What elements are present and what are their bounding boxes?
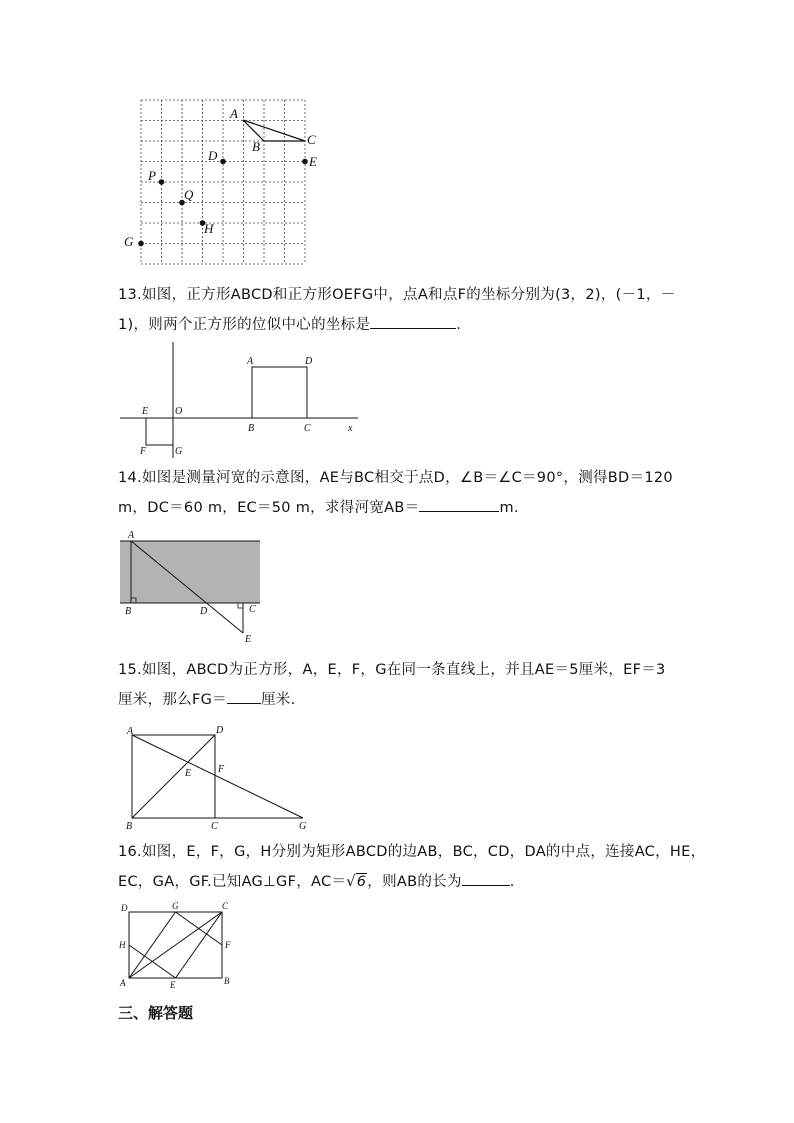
question-16: 16.如图，E，F，G，H分别为矩形ABCD的边AB，BC，CD，DA的中点，连接AC，HE， EC，GA，GF.已知AG⊥GF，AC＝√6，则AB的长为 .: [118, 837, 710, 897]
right-angle-c: [238, 603, 243, 608]
question-text: 厘米，那么FG＝: [118, 692, 227, 708]
label-f: F: [225, 940, 231, 950]
label-f: F: [140, 446, 147, 457]
label-g: G: [175, 446, 183, 457]
label-b: B: [125, 606, 132, 617]
answer-blank[interactable]: [370, 314, 456, 329]
point-d: [220, 159, 226, 165]
label-a: A: [128, 530, 135, 541]
segment-ec: [176, 912, 223, 978]
question-text: 如图，正方形ABCD和正方形OEFG中，点A和点F的坐标分别为(3，2)，(－1，－: [141, 287, 676, 303]
square-abcd: [252, 367, 307, 418]
sqrt-radicand: 6: [356, 874, 367, 890]
label-d: D: [121, 903, 128, 913]
point-p: [159, 179, 165, 185]
label-c: C: [304, 423, 311, 434]
label-c: C: [307, 132, 316, 147]
triangle-abc: [243, 120, 305, 141]
label-c: C: [211, 821, 218, 832]
question-text: m，DC＝60 m，EC＝50 m，求得河宽AB＝: [118, 500, 420, 516]
question-15: 15.如图，ABCD为正方形，A，E，F，G在同一条直线上，并且AE＝5厘米，EF＝3 厘米，那么FG＝ 厘米.: [118, 662, 666, 708]
square-oefg: [146, 418, 173, 445]
question-13: 13.如图，正方形ABCD和正方形OEFG中，点A和点F的坐标分别为(3，2)，(－1，－ 1)，则两个正方形的位似中心的坐标是 .: [118, 287, 676, 333]
answer-blank[interactable]: [462, 871, 510, 886]
river-area: [120, 541, 260, 603]
label-p: P: [148, 168, 156, 183]
segment-ac: [129, 912, 222, 978]
question-number: 16.: [118, 844, 142, 860]
grid-figure: [118, 98, 338, 268]
dotted-grid: [141, 100, 305, 264]
line-ag: [132, 735, 303, 818]
square-line-figure: [118, 723, 318, 835]
label-x: x: [348, 423, 353, 434]
label-e: E: [170, 980, 176, 990]
label-e: E: [142, 406, 149, 417]
question-text: 如图，ABCD为正方形，A，E，F，G在同一条直线上，并且AE＝5厘米，EF＝3: [141, 662, 666, 678]
section-heading: 三、解答题: [118, 1004, 194, 1022]
label-d: D: [305, 356, 313, 367]
question-text: EC，GA，GF.已知AG⊥GF，AC＝: [118, 874, 347, 890]
answer-blank[interactable]: [227, 689, 261, 704]
label-d: D: [200, 606, 208, 617]
label-b: B: [224, 976, 230, 986]
label-e: E: [245, 634, 252, 645]
squares-figure: [118, 340, 368, 460]
diagonal-bd: [132, 735, 215, 818]
river-figure: [118, 528, 268, 648]
segment-ga: [129, 912, 176, 978]
answer-blank[interactable]: [419, 497, 499, 512]
label-h: H: [119, 940, 126, 950]
question-number: 14.: [118, 470, 142, 486]
label-d: D: [216, 725, 224, 736]
label-g: G: [172, 901, 179, 911]
sqrt-expression: √6: [346, 874, 367, 890]
label-a: A: [127, 726, 134, 737]
question-number: 13.: [118, 287, 142, 303]
question-number: 15.: [118, 662, 142, 678]
label-b: B: [126, 821, 133, 832]
label-e: E: [309, 154, 317, 169]
label-e: E: [185, 768, 192, 779]
rectangle-figure: [116, 900, 246, 992]
label-g: G: [124, 234, 134, 249]
question-text: 如图是测量河宽的示意图，AE与BC相交于点D，∠B＝∠C＝90°，测得BD＝120: [141, 470, 673, 486]
label-h: H: [204, 221, 214, 236]
label-g: G: [299, 821, 307, 832]
label-q: Q: [184, 187, 194, 202]
label-a: A: [120, 978, 126, 988]
label-c: C: [222, 901, 229, 911]
question-text: 1)，则两个正方形的位似中心的坐标是: [118, 317, 371, 333]
label-b: B: [248, 423, 255, 434]
label-o: O: [175, 406, 183, 417]
question-text: 如图，E，F，G，H分别为矩形ABCD的边AB，BC，CD，DA的中点，连接AC，HE，: [141, 844, 706, 860]
question-14: 14.如图是测量河宽的示意图，AE与BC相交于点D，∠B＝∠C＝90°，测得BD＝120 m，DC＝60 m，EC＝50 m，求得河宽AB＝ m.: [118, 470, 673, 516]
label-c: C: [249, 604, 256, 615]
label-f: F: [218, 764, 225, 775]
label-a: A: [230, 106, 238, 121]
point-g: [138, 241, 144, 247]
label-b: B: [252, 139, 260, 154]
label-d: D: [208, 148, 218, 163]
point-e: [302, 159, 308, 165]
label-a: A: [247, 356, 254, 367]
